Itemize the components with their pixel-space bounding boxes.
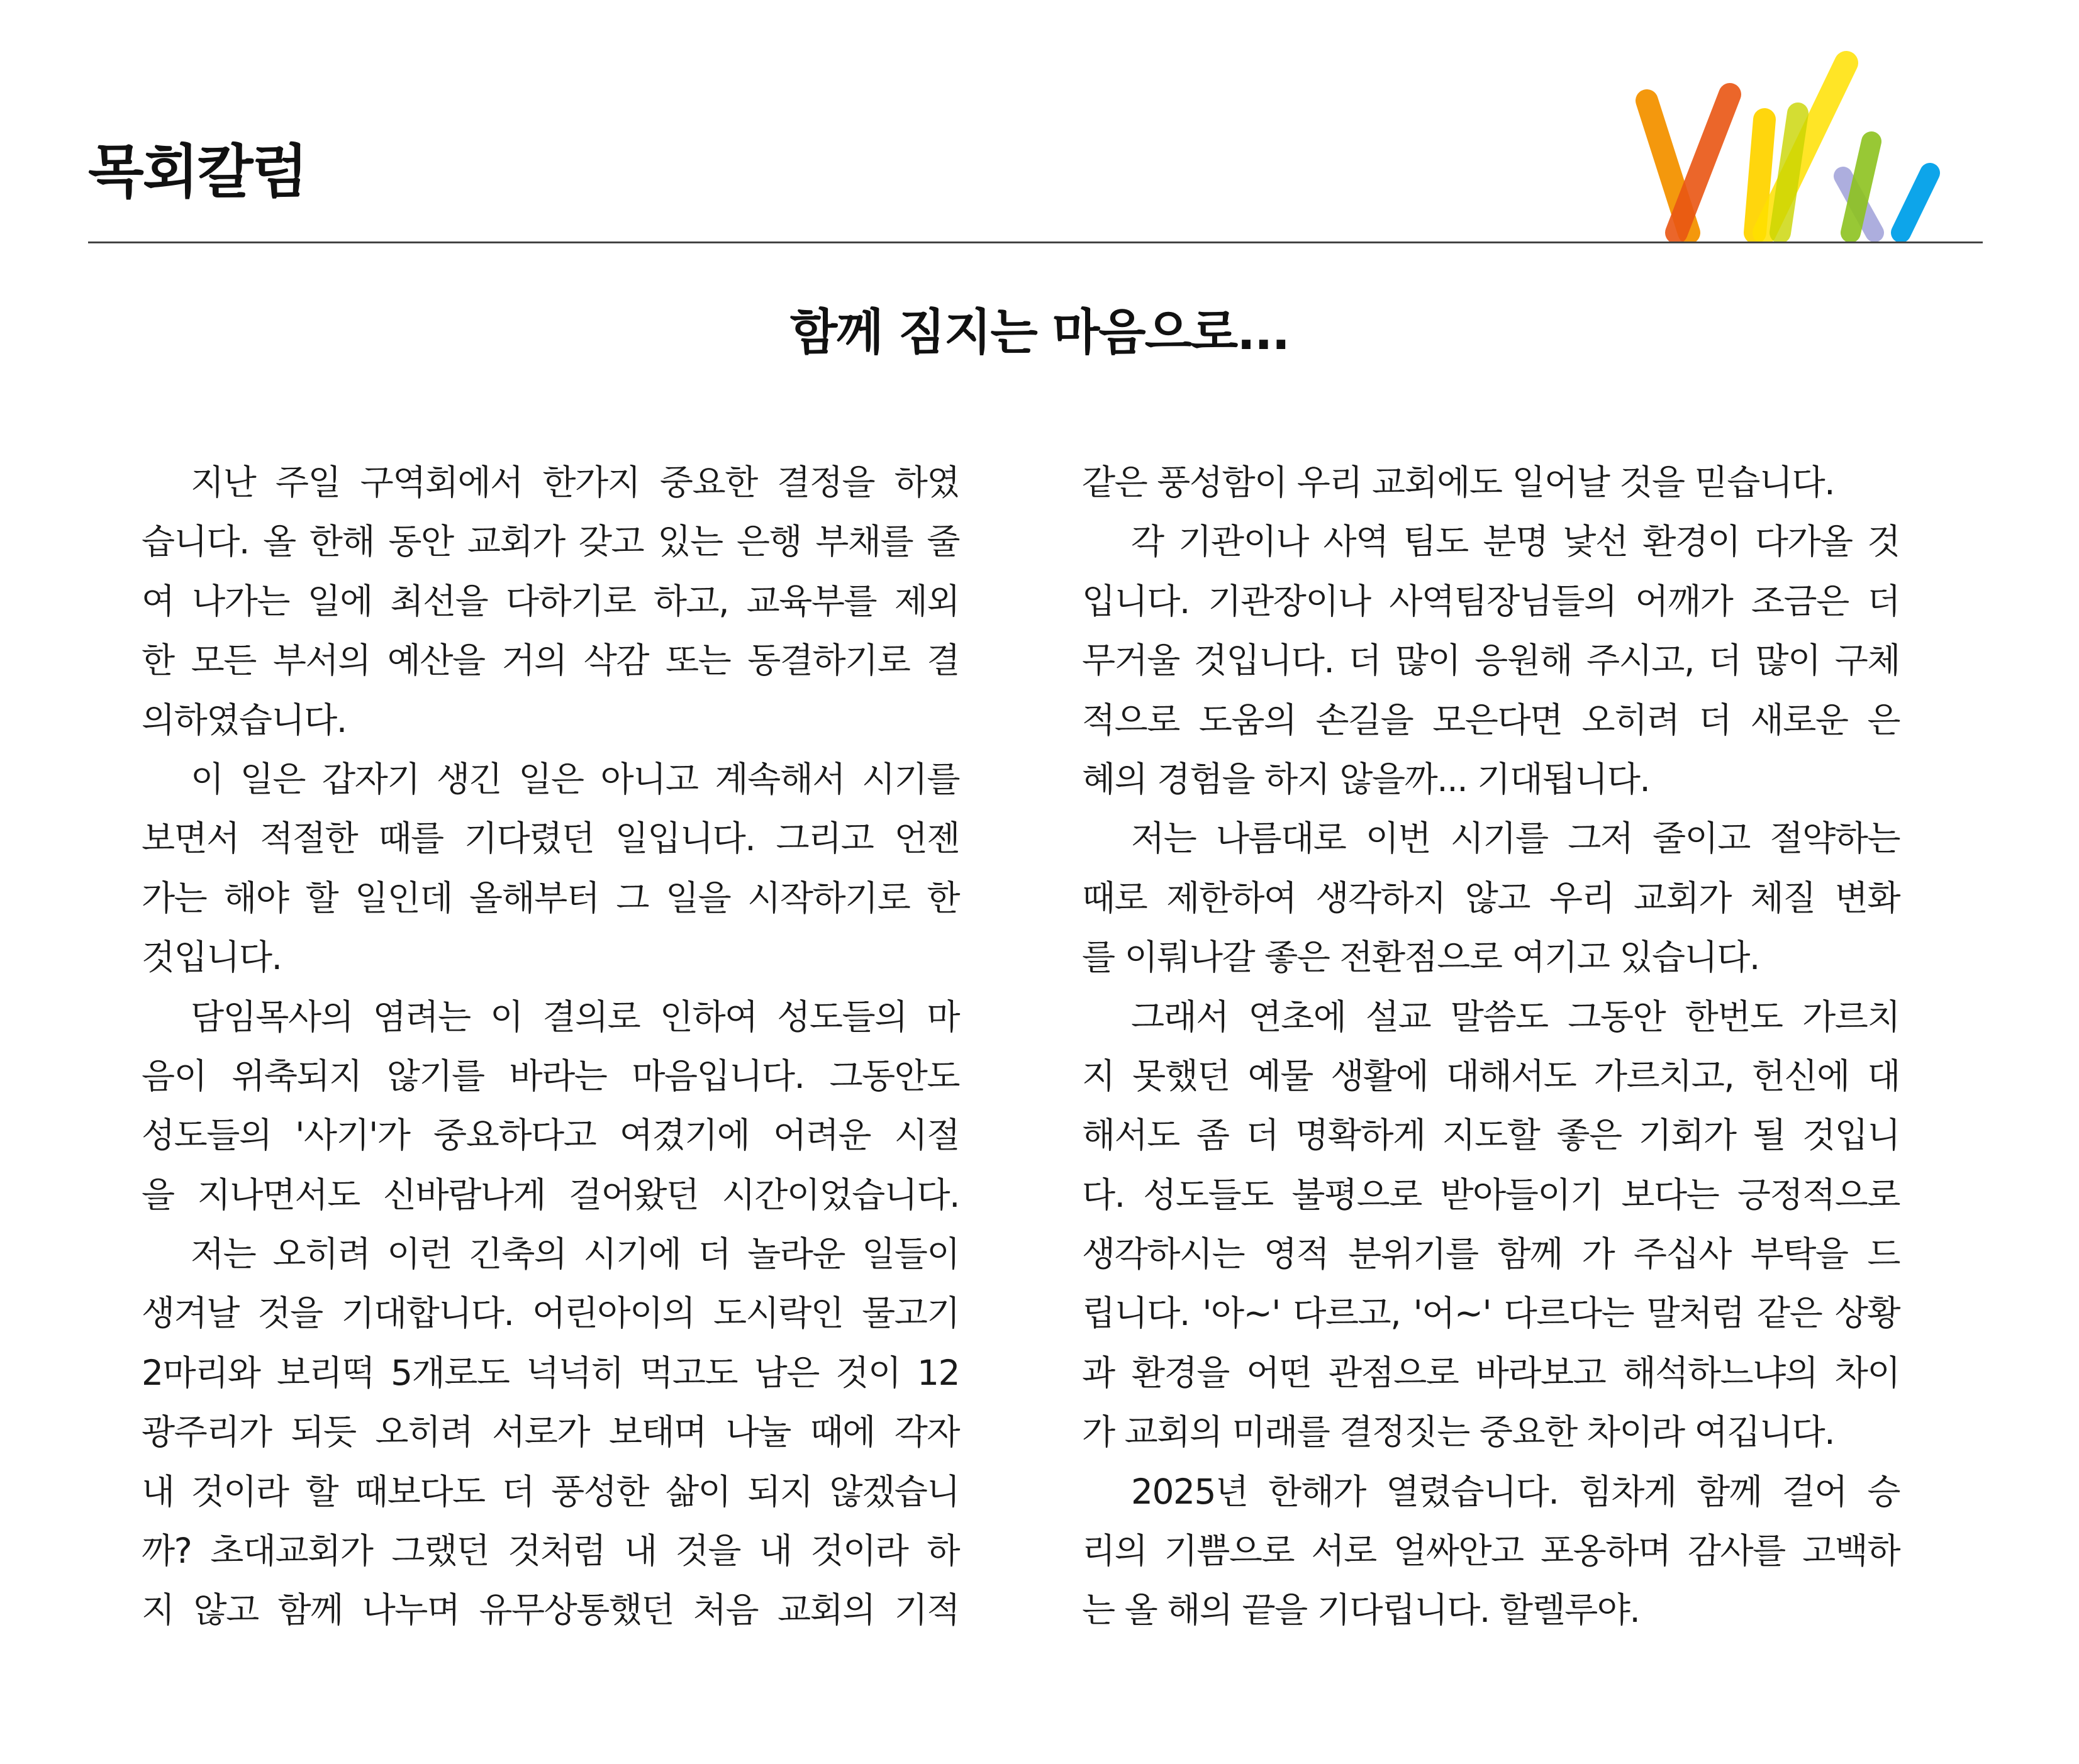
text-line: 습니다. 올 한해 동안 교회가 갖고 있는 은행 부채를 줄	[142, 521, 959, 562]
logo-stroke-lime	[1780, 113, 1798, 233]
text-line: 성도들의 '사기'가 중요하다고 여겼기에 어려운 시절	[142, 1115, 959, 1156]
text-line: 2마리와 보리떡 5개로도 넉넉히 먹고도 남은 것이 12	[142, 1352, 959, 1393]
article-right-column	[1082, 453, 1900, 1640]
text-line: 내 것이라 할 때보다도 더 풍성한 삶이 되지 않겠습니	[142, 1471, 959, 1512]
text-line: 것입니다.	[142, 937, 282, 978]
text-line: 2025년 한해가 열렸습니다. 힘차게 함께 걸어 승	[1131, 1471, 1900, 1512]
text-line: 지 못했던 예물 생활에 대해서도 가르치고, 헌신에 대	[1082, 1055, 1900, 1096]
text-line: 지 않고 함께 나누며 유무상통했던 처음 교회의 기적	[142, 1590, 959, 1631]
text-line: 이 일은 갑자기 생긴 일은 아니고 계속해서 시기를	[191, 758, 959, 799]
article-left-column	[142, 453, 959, 1640]
logo-stroke-blue	[1901, 173, 1930, 233]
text-line: 까? 초대교회가 그랬던 것처럼 내 것을 내 것이라 하	[142, 1531, 959, 1572]
text-line: 각 기관이나 사역 팀도 분명 낯선 환경이 다가올 것	[1131, 521, 1900, 562]
text-line: 저는 오히려 이런 긴축의 시기에 더 놀라운 일들이	[191, 1234, 959, 1275]
logo-stroke-orange-right	[1676, 94, 1730, 233]
text-line: 생각하시는 영적 분위기를 함께 가 주십사 부탁을 드	[1082, 1234, 1900, 1275]
text-line: 무거울 것입니다. 더 많이 응원해 주시고, 더 많이 구체	[1082, 640, 1900, 681]
text-line: 다. 성도들도 불평으로 받아들이기 보다는 긍정적으로	[1082, 1174, 1900, 1215]
text-line: 입니다. 기관장이나 사역팀장님들의 어깨가 조금은 더	[1082, 580, 1900, 621]
text-line: 을 지나면서도 신바람나게 걸어왔던 시간이었습니다.	[142, 1174, 959, 1215]
text-line: 적으로 도움의 손길을 모은다면 오히려 더 새로운 은	[1082, 699, 1900, 740]
text-line: 광주리가 되듯 오히려 서로가 보태며 나눌 때에 각자	[142, 1412, 959, 1453]
text-line: 해서도 좀 더 명확하게 지도할 좋은 기회가 될 것입니	[1082, 1115, 1900, 1156]
text-line: 때로 제한하여 생각하지 않고 우리 교회가 체질 변화	[1082, 877, 1900, 918]
text-line: 생겨날 것을 기대합니다. 어린아이의 도시락인 물고기	[142, 1293, 959, 1334]
text-line: 가는 해야 할 일인데 올해부터 그 일을 시작하기로 한	[142, 877, 959, 918]
text-line: 저는 나름대로 이번 시기를 그저 줄이고 절약하는	[1131, 818, 1900, 859]
header-divider	[88, 241, 1983, 243]
colorful-brush-strokes-logo	[1629, 44, 1944, 241]
section-title: 목회칼럼	[88, 138, 307, 206]
text-line: 담임목사의 염려는 이 결의로 인하여 성도들의 마	[191, 996, 959, 1037]
text-line: 음이 위축되지 않기를 바라는 마음입니다. 그동안도	[142, 1055, 959, 1096]
article-title: 함께 짐지는 마음으로...	[789, 304, 1290, 361]
text-line: 의하였습니다.	[142, 699, 347, 740]
text-line: 같은 풍성함이 우리 교회에도 일어날 것을 믿습니다.	[1082, 462, 1835, 502]
text-line: 립니다. '아~' 다르고, '어~' 다르다는 말처럼 같은 상황	[1082, 1293, 1900, 1334]
text-line: 리의 기쁨으로 서로 얼싸안고 포옹하며 감사를 고백하	[1082, 1531, 1900, 1572]
text-line: 그래서 연초에 설교 말씀도 그동안 한번도 가르치	[1131, 996, 1900, 1037]
text-line: 과 환경을 어떤 관점으로 바라보고 해석하느냐의 차이	[1082, 1352, 1900, 1393]
text-line: 혜의 경험을 하지 않을까... 기대됩니다.	[1082, 758, 1650, 799]
text-line: 여 나가는 일에 최선을 다하기로 하고, 교육부를 제외	[142, 580, 959, 621]
text-line: 지난 주일 구역회에서 한가지 중요한 결정을 하였	[191, 462, 959, 502]
text-line: 한 모든 부서의 예산을 거의 삭감 또는 동결하기로 결	[142, 640, 959, 681]
text-line: 가 교회의 미래를 결정짓는 중요한 차이라 여깁니다.	[1082, 1412, 1835, 1453]
text-line: 는 올 해의 끝을 기다립니다. 할렐루야.	[1082, 1590, 1640, 1631]
text-line: 를 이뤄나갈 좋은 전환점으로 여기고 있습니다.	[1082, 937, 1759, 978]
text-line: 보면서 적절한 때를 기다렸던 일입니다. 그리고 언젠	[142, 818, 959, 859]
